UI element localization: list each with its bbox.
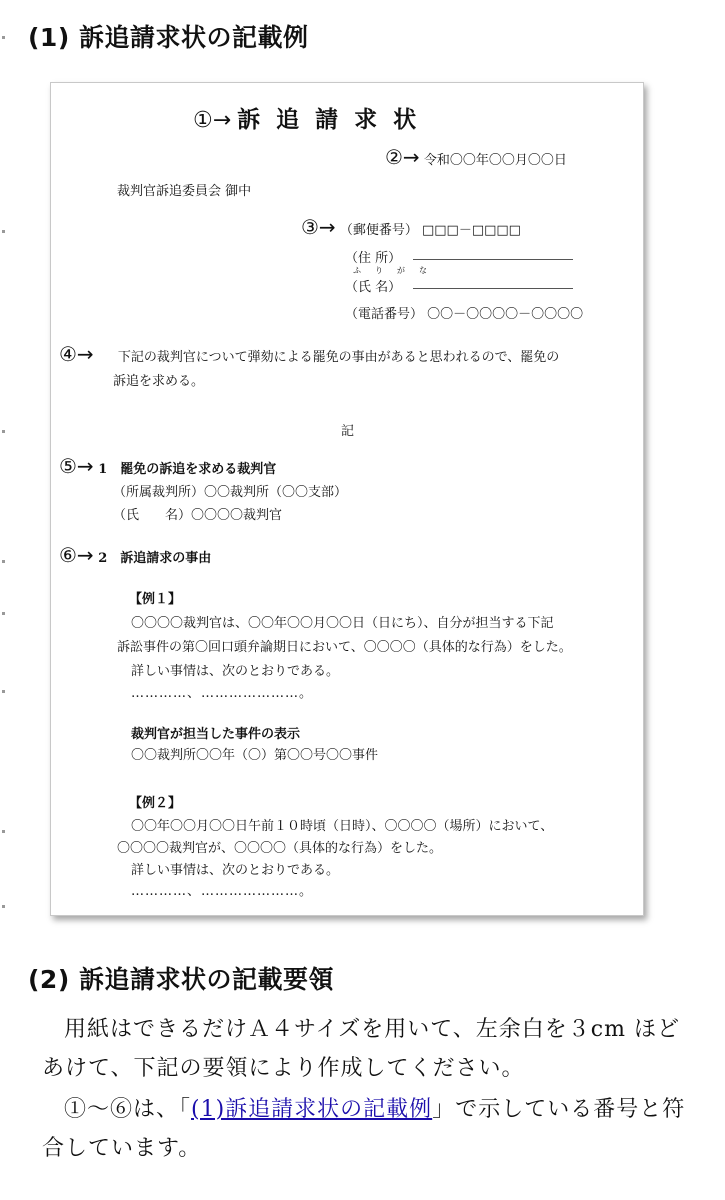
- address-label: （住 所）: [345, 251, 402, 266]
- example-2-line-3: 詳しい事情は、次のとおりである。: [131, 863, 340, 878]
- section-title-instructions: (2) 訴追請求状の記載要領: [28, 965, 334, 994]
- date-text: 令和〇〇年〇〇月〇〇日: [423, 153, 567, 168]
- name-label: （氏 名）: [345, 280, 402, 295]
- edge-mark: [2, 230, 5, 233]
- item-2-heading-row: [59, 543, 211, 567]
- postal-value: □□□－□□□□: [421, 223, 521, 238]
- item-1-heading: 1 罷免の訴追を求める裁判官: [98, 462, 277, 477]
- court-line: （所属裁判所）〇〇裁判所（〇〇支部）: [113, 485, 348, 500]
- edge-mark: [2, 690, 5, 693]
- address-line: [413, 258, 573, 260]
- phone-value: 〇〇－〇〇〇〇－〇〇〇〇: [427, 307, 584, 322]
- name-row: [345, 276, 573, 295]
- edge-mark: [2, 36, 5, 39]
- instructions-paragraph-1: 用紙はできるだけＡ４サイズを用いて、左余白を３cm ほどあけて、下記の要領により作成してください。: [42, 1017, 680, 1081]
- postal-row: [301, 215, 521, 239]
- example-2-line-1: 〇〇年〇〇月〇〇日午前１０時頃（日時）、〇〇〇〇（場所）において、: [131, 819, 554, 834]
- example-1-line-2: 訴訟事件の第〇回口頭弁論期日において、〇〇〇〇（具体的な行為）をした。: [117, 640, 572, 655]
- furigana-note: ふりがな: [353, 266, 441, 275]
- marker-1: ①→: [193, 108, 232, 133]
- item-1-heading-row: [59, 454, 276, 478]
- example-link[interactable]: (1)訴追請求状の記載例: [191, 1097, 433, 1122]
- document-title: [193, 101, 432, 134]
- paragraph-4-line-1: [59, 342, 559, 366]
- example-1-line-3: 詳しい事情は、次のとおりである。: [131, 664, 340, 679]
- instructions-paragraph-2: [42, 1090, 692, 1168]
- document-title-text: 訴追請求状: [237, 106, 433, 133]
- instructions-p2-suffix: 」で示している番号と符合しています。: [42, 1097, 686, 1161]
- example-2-line-2: 〇〇〇〇裁判官が、〇〇〇〇（具体的な行為）をした。: [117, 841, 443, 856]
- case-heading: 裁判官が担当した事件の表示: [131, 727, 301, 742]
- edge-mark: [2, 905, 5, 908]
- example-1-label: 【例１】: [129, 592, 182, 607]
- example-document-sheet: [50, 82, 644, 916]
- edge-mark: [2, 560, 5, 563]
- instructions-p2-prefix: ①～⑥は、「: [64, 1097, 192, 1122]
- paragraph-4-text-1: 下記の裁判官について弾劾による罷免の事由があると思われるので、罷免の: [117, 350, 560, 365]
- paragraph-4-line-2: 訴追を求める。: [113, 374, 205, 389]
- phone-label: （電話番号）: [345, 307, 424, 322]
- ki-label: 記: [341, 424, 355, 439]
- judge-line: （氏 名）〇〇〇〇裁判官: [113, 508, 283, 523]
- example-2-label: 【例２】: [129, 796, 182, 811]
- address-row: [345, 247, 573, 266]
- section-title-example: (1) 訴追請求状の記載例: [28, 23, 309, 52]
- edge-mark: [2, 430, 5, 433]
- case-line: 〇〇裁判所〇〇年（〇）第〇〇号〇〇事件: [131, 748, 379, 763]
- marker-3: ③→: [301, 215, 336, 239]
- marker-2: ②→: [385, 145, 420, 169]
- addressee: 裁判官訴追委員会 御中: [117, 184, 252, 199]
- example-2-line-4: …………、…………………。: [131, 884, 314, 899]
- example-1-line-4: …………、…………………。: [131, 686, 314, 701]
- edge-mark: [2, 612, 5, 615]
- marker-4: ④→: [59, 342, 94, 366]
- date-row: [385, 145, 567, 169]
- example-1-line-1: 〇〇〇〇裁判官は、〇〇年〇〇月〇〇日（日にち）、自分が担当する下記: [131, 616, 554, 631]
- edge-mark: [2, 830, 5, 833]
- name-line: [413, 287, 573, 289]
- marker-5: ⑤→: [59, 454, 94, 478]
- postal-label: （郵便番号）: [339, 223, 418, 238]
- marker-6: ⑥→: [59, 543, 94, 567]
- phone-row: [345, 303, 583, 322]
- item-2-heading: 2 訴追請求の事由: [98, 551, 212, 566]
